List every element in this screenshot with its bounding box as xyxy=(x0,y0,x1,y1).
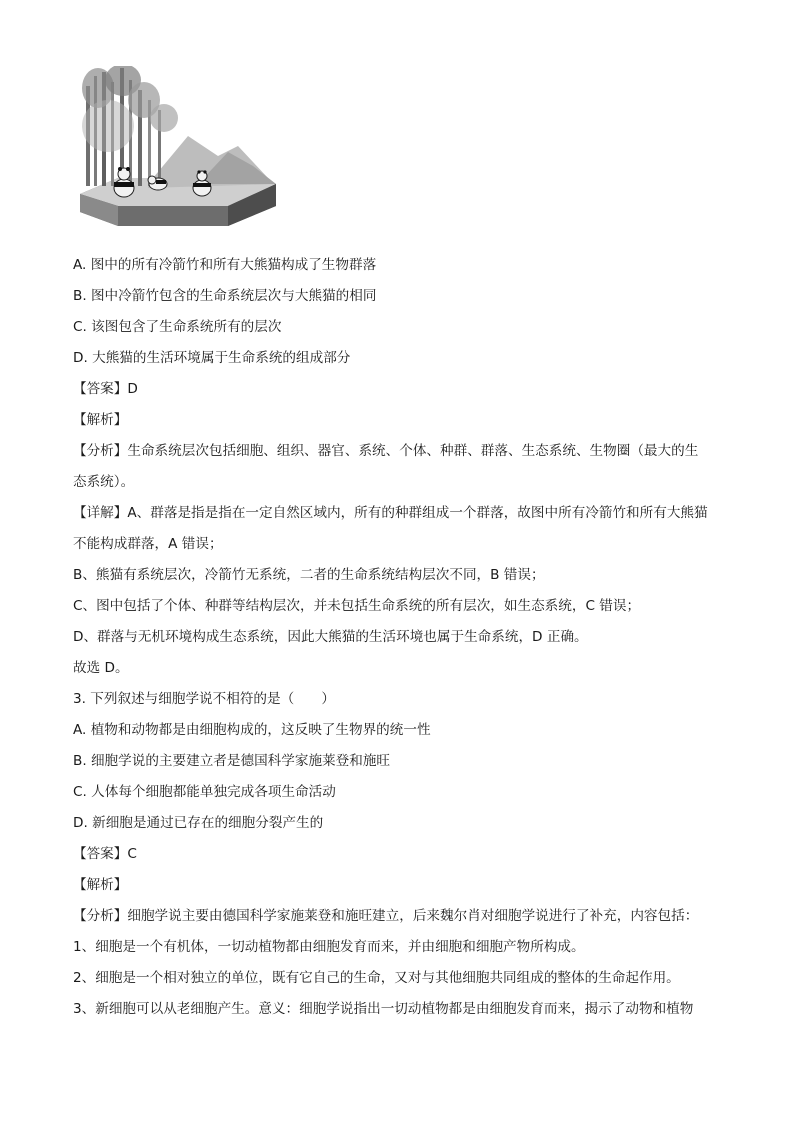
q3-fenxi: 【分析】细胞学说主要由德国科学家施莱登和施旺建立，后来魏尔肖对细胞学说进行了补充，内容包括： xyxy=(73,908,699,924)
q3-option-b: B. 细胞学说的主要建立者是德国科学家施莱登和施旺 xyxy=(73,753,391,769)
panda-habitat-illustration xyxy=(78,66,278,232)
q3-stem: 3. 下列叙述与细胞学说不相符的是（ ） xyxy=(73,691,335,707)
q2-fenxi-line-2: 态系统）。 xyxy=(73,474,135,490)
q2-detail-c: C、图中包括了个体、种群等结构层次，并未包括生命系统的所有层次，如生态系统，C 错误； xyxy=(73,598,641,614)
q2-xiangjie-line-2: 不能构成群落，A 错误； xyxy=(73,536,223,552)
q2-option-b: B. 图中冷箭竹包含的生命系统层次与大熊猫的相同 xyxy=(73,288,377,304)
q3-analysis-heading: 【解析】 xyxy=(73,877,128,893)
q2-detail-d: D、群落与无机环境构成生态系统，因此大熊猫的生活环境也属于生命系统，D 正确。 xyxy=(73,629,588,645)
q3-option-d: D. 新细胞是通过已存在的细胞分裂产生的 xyxy=(73,815,324,831)
q2-xiangjie-line-1: 【详解】A、群落是指是指在一定自然区域内，所有的种群组成一个群落，故图中所有冷箭竹和所有大熊猫 xyxy=(73,505,708,521)
q3-point-2: 2、细胞是一个相对独立的单位，既有它自己的生命，又对与其他细胞共同组成的整体的生命起作用。 xyxy=(73,970,680,986)
q3-point-1: 1、细胞是一个有机体，一切动植物都由细胞发育而来，并由细胞和细胞产物所构成。 xyxy=(73,939,585,955)
q2-option-d: D. 大熊猫的生活环境属于生命系统的组成部分 xyxy=(73,350,351,366)
q2-detail-b: B、熊猫有系统层次，冷箭竹无系统，二者的生命系统结构层次不同，B 错误； xyxy=(73,567,545,583)
q2-fenxi-line-1: 【分析】生命系统层次包括细胞、组织、器官、系统、个体、种群、群落、生态系统、生物圈（最大的生 xyxy=(73,443,699,459)
q2-option-a: A. 图中的所有冷箭竹和所有大熊猫构成了生物群落 xyxy=(73,257,377,273)
q3-option-a: A. 植物和动物都是由细胞构成的，这反映了生物界的统一性 xyxy=(73,722,431,738)
q2-conclusion: 故选 D。 xyxy=(73,660,129,676)
q2-answer: 【答案】D xyxy=(73,381,138,397)
q2-analysis-heading: 【解析】 xyxy=(73,412,128,428)
q2-option-c: C. 该图包含了生命系统所有的层次 xyxy=(73,319,282,335)
q3-answer: 【答案】C xyxy=(73,846,137,862)
q3-option-c: C. 人体每个细胞都能单独完成各项生命活动 xyxy=(73,784,336,800)
q3-point-3: 3、新细胞可以从老细胞产生。意义：细胞学说指出一切动植物都是由细胞发育而来，揭示了动物和植物 xyxy=(73,1001,694,1017)
